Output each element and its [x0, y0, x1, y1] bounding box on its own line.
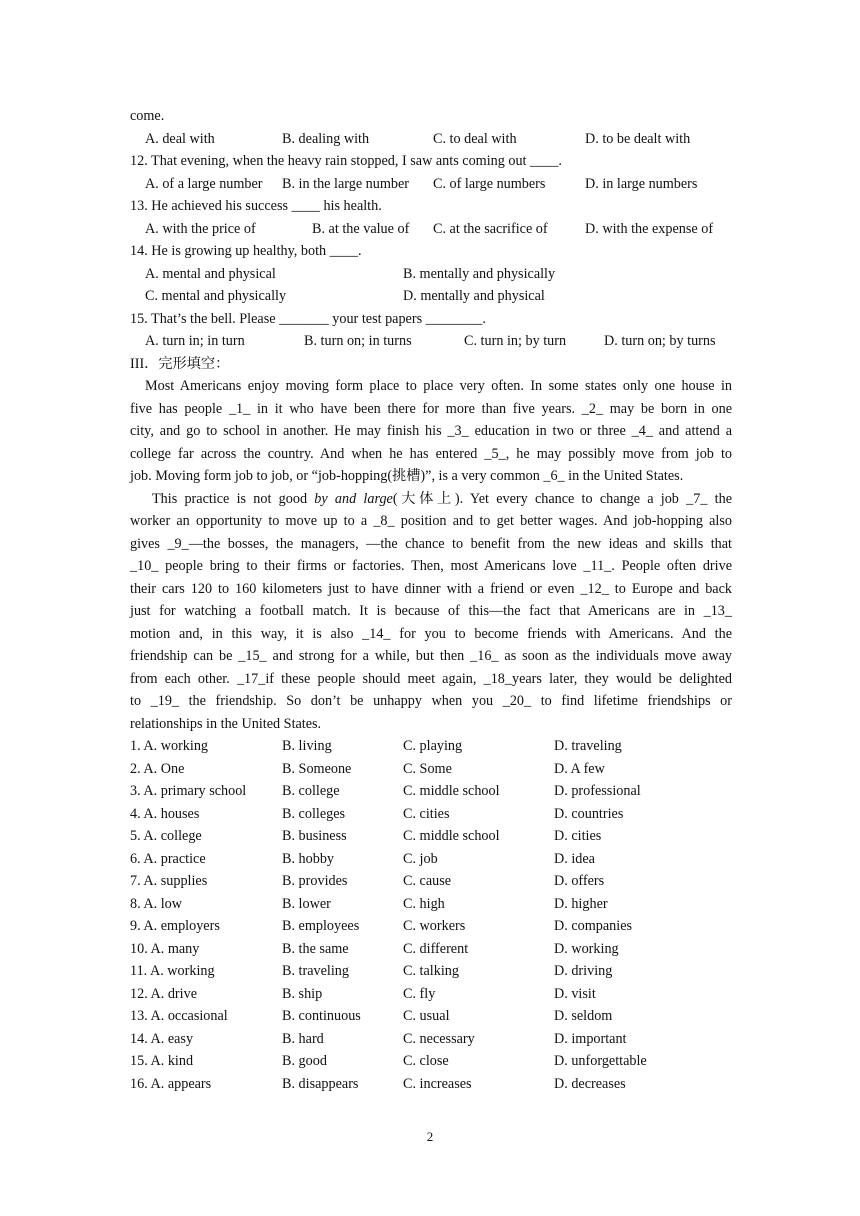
option-d: D. turn on; by turns [604, 333, 716, 349]
option-a: 14. A. easy [130, 1030, 194, 1047]
passage-line: city, and go to school in another. He may finish his _3_ education in two or three _4_ and attend a [130, 423, 732, 439]
option-a: 13. A. occasional [130, 1008, 228, 1024]
option-b: B. provides [282, 873, 348, 889]
option-b: B. dealing with [282, 130, 370, 147]
option-d: D. traveling [554, 738, 622, 754]
option-b: B. continuous [282, 1008, 361, 1024]
passage-line: job. Moving form job to job, or “job-hopping(挑槽)”, is a very common _6_ in the United States. [130, 468, 684, 484]
option-a: 8. A. low [130, 895, 183, 912]
option-a: 12. A. drive [130, 985, 197, 1002]
passage-line: five has people _1_ in it who have been there for more than five years. _2_ may be born in one [130, 400, 732, 417]
section-heading: III．完形填空： [130, 355, 230, 372]
cloze-option-row [130, 893, 732, 916]
option-a: A. turn in; in turn [145, 333, 245, 349]
question-14-stem: 14. He is growing up healthy, both ____. [130, 243, 362, 259]
passage-line: college far across the country. And when he has entered _5_, he may possibly move from job to [130, 445, 732, 462]
passage-line: Most Americans enjoy moving form place to place very often. In some states only one house in [145, 378, 732, 394]
cloze-option-row [130, 780, 732, 803]
cloze-option-row [130, 735, 732, 758]
option-d: D. mentally and physical [403, 288, 545, 304]
option-c: C. cause [403, 873, 452, 889]
option-d: D. with the expense of [585, 220, 714, 237]
cloze-option-row [130, 825, 732, 848]
option-d: D. to be dealt with [585, 130, 691, 147]
option-d: D. idea [554, 850, 595, 867]
option-c: C. mental and physically [145, 288, 287, 304]
option-d: D. unforgettable [554, 1053, 647, 1069]
passage-line: to _19_ the friendship. So don’t be unhappy when you _20_ to find lifetime friendships or [130, 693, 732, 709]
passage-line: worker an opportunity to move up to a _8_ position and to get better wages. And job-hopping also [130, 513, 732, 529]
passage-line: _10_ people bring to their firms or factories. Then, most Americans love _11_. People often drive [130, 558, 732, 574]
option-a: A. mental and physical [145, 265, 276, 282]
question-14-options-row2 [145, 285, 732, 308]
option-b: B. disappears [282, 1075, 359, 1092]
option-a: 1. A. working [130, 738, 209, 754]
option-b: B. good [282, 1053, 327, 1069]
option-c: C. middle school [403, 783, 500, 799]
cloze-option-row [130, 870, 732, 893]
option-a: 7. A. supplies [130, 873, 208, 889]
passage-line: relationships in the United States. [130, 715, 322, 732]
passage-line: from each other. _17_if these people should meet again, _18_years later, they would be delighted [130, 670, 732, 687]
option-a: 16. A. appears [130, 1075, 212, 1092]
option-d: D. cities [554, 828, 602, 844]
option-d: D. important [554, 1030, 627, 1047]
option-d: D. higher [554, 895, 608, 912]
option-a: 3. A. primary school [130, 783, 247, 799]
question-12-options [145, 173, 732, 196]
option-a: 10. A. many [130, 940, 200, 957]
question-13-options [145, 218, 732, 241]
option-d: D. driving [554, 963, 613, 979]
passage-line: motion and, in this way, it is also _14_ for you to become friends with Americans. And the [130, 625, 732, 642]
question-15-stem: 15. That’s the bell. Please _______ your test papers ________. [130, 310, 486, 327]
option-c: C. at the sacrifice of [433, 220, 548, 237]
option-b: B. employees [282, 918, 360, 934]
question-11-options [145, 128, 732, 151]
option-b: B. Someone [282, 760, 352, 777]
option-d: D. seldom [554, 1008, 613, 1024]
option-d: D. companies [554, 918, 633, 934]
option-c: C. turn in; by turn [464, 333, 567, 349]
option-b: B. college [282, 783, 340, 799]
carry-over-text: come. [130, 108, 165, 124]
option-c: C. close [403, 1053, 449, 1069]
option-c: C. Some [403, 760, 452, 777]
option-d: D. offers [554, 873, 605, 889]
option-a: A. deal with [145, 130, 215, 147]
option-a: 6. A. practice [130, 850, 206, 867]
option-c: C. of large numbers [433, 175, 546, 192]
passage-line: just for watching a football match. It is because of this—the fact that Americans are in _13_ [130, 603, 732, 619]
option-c: C. to deal with [433, 130, 517, 147]
option-d: D. decreases [554, 1075, 626, 1092]
cloze-option-row [130, 1073, 732, 1096]
option-c: C. increases [403, 1075, 472, 1092]
option-c: C. usual [403, 1008, 450, 1024]
cloze-option-row [130, 983, 732, 1006]
option-b: B. mentally and physically [403, 265, 556, 282]
passage-line: their cars 120 to 160 kilometers just to have dinner with a friend or even _12_ to Europe and back [130, 580, 732, 597]
option-a: A. with the price of [145, 220, 256, 237]
option-b: B. the same [282, 940, 349, 957]
option-b: B. lower [282, 895, 331, 912]
cloze-option-row [130, 803, 732, 826]
option-b: B. living [282, 738, 332, 754]
option-c: C. fly [403, 985, 436, 1002]
option-b: B. colleges [282, 805, 346, 822]
cloze-option-row [130, 960, 732, 983]
page-number: 2 [426, 1129, 434, 1144]
option-b: B. hobby [282, 850, 335, 867]
option-a: 2. A. One [130, 760, 185, 777]
option-b: B. hard [282, 1030, 324, 1047]
cloze-option-row [130, 1028, 732, 1051]
option-d: D. A few [554, 760, 605, 777]
passage-line: gives _9_—the bosses, the managers, —the chance to benefit from the new ideas and skills that [130, 535, 732, 552]
option-d: D. working [554, 940, 619, 957]
option-c: C. middle school [403, 828, 500, 844]
question-14-options-row1 [145, 263, 732, 286]
question-15-options [145, 330, 732, 353]
cloze-option-row [130, 1050, 732, 1073]
option-a: 15. A. kind [130, 1053, 194, 1069]
cloze-option-row [130, 758, 732, 781]
option-c: C. cities [403, 805, 450, 822]
option-a: A. of a large number [145, 175, 263, 192]
option-c: C. high [403, 895, 445, 912]
option-c: C. workers [403, 918, 466, 934]
option-b: B. in the large number [282, 175, 410, 192]
option-c: C. necessary [403, 1030, 475, 1047]
option-b: B. business [282, 828, 347, 844]
option-a: 4. A. houses [130, 805, 200, 822]
option-a: 9. A. employers [130, 918, 220, 934]
option-d: D. in large numbers [585, 175, 698, 192]
option-b: B. ship [282, 985, 323, 1002]
cloze-option-row [130, 1005, 732, 1028]
cloze-option-row [130, 915, 732, 938]
italic-phrase: by and large [314, 490, 393, 507]
option-a: 5. A. college [130, 828, 202, 844]
question-12-stem: 12. That evening, when the heavy rain stopped, I saw ants coming out ____. [130, 153, 562, 169]
option-c: C. different [403, 940, 469, 957]
passage-line: friendship can be _15_ and strong for a while, but then _16_ as soon as the individuals move away [130, 648, 732, 664]
option-d: D. visit [554, 985, 596, 1002]
option-a: 11. A. working [130, 963, 215, 979]
option-c: C. talking [403, 963, 459, 979]
option-c: C. playing [403, 738, 463, 754]
cloze-option-row [130, 848, 732, 871]
passage-line: This practice is not good by and large(大体上). Yet every chance to change a job _7_ the [152, 490, 732, 507]
question-13-stem: 13. He achieved his success ____ his health. [130, 198, 382, 214]
option-b: B. at the value of [312, 220, 410, 237]
option-d: D. countries [554, 805, 624, 822]
cloze-option-row [130, 938, 732, 961]
option-c: C. job [403, 850, 438, 867]
option-d: D. professional [554, 783, 641, 799]
option-b: B. traveling [282, 963, 349, 979]
option-b: B. turn on; in turns [304, 333, 412, 349]
